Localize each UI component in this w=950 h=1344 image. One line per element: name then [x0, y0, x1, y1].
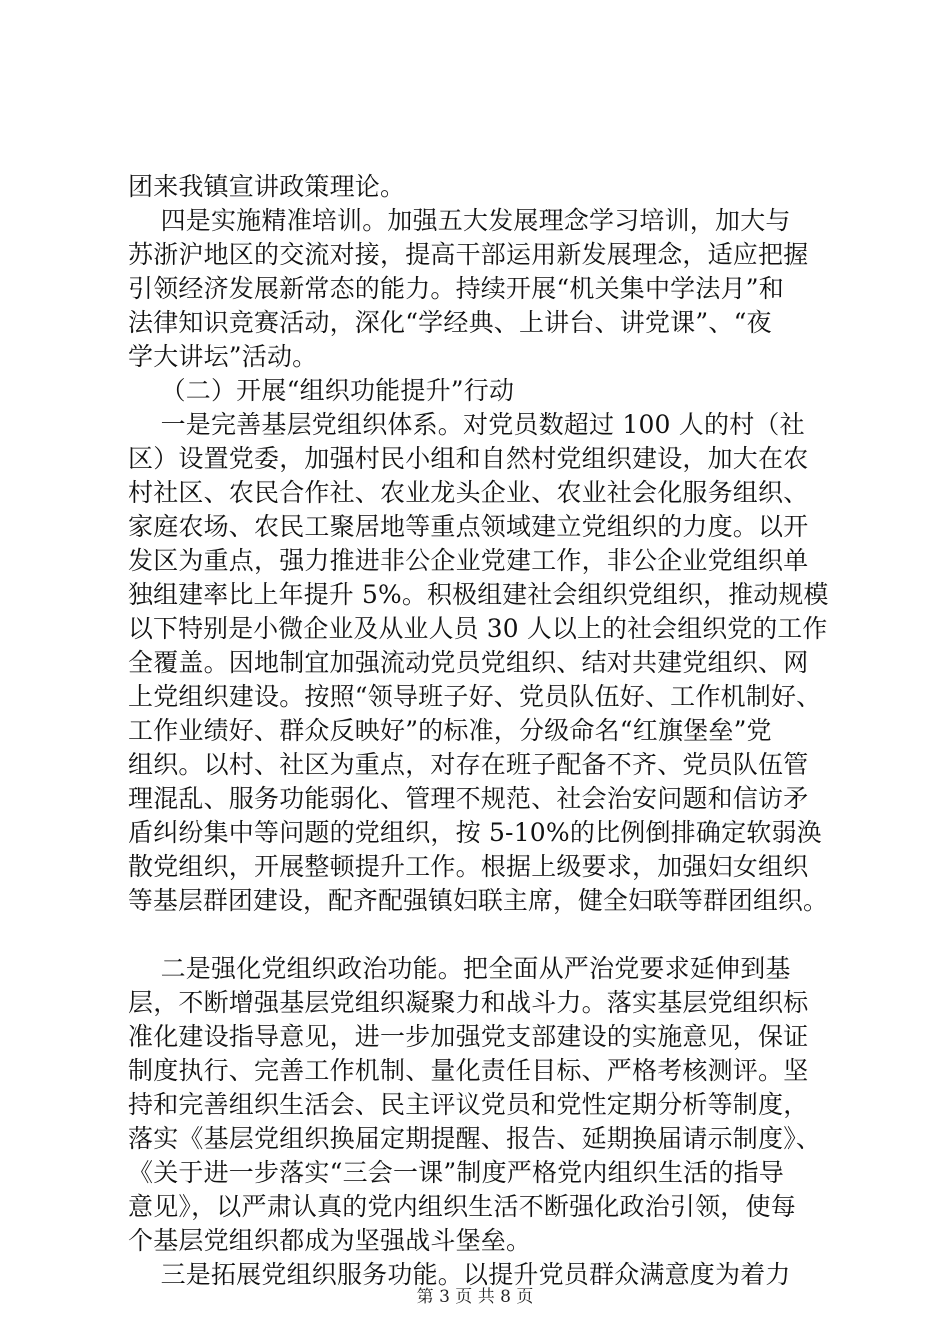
text-line: 组织。以村、社区为重点，对存在班子配备不齐、党员队伍管: [128, 750, 809, 779]
text-line: 盾纠纷集中等问题的党组织，按 5-10%的比例倒排确定软弱涣: [128, 818, 822, 847]
text-line: 引领经济发展新常态的能力。持续开展“机关集中学法月”和: [128, 274, 784, 303]
text-line: 法律知识竞赛活动，深化“学经典、上讲台、讲党课”、“夜: [128, 308, 772, 337]
text-line: 层，不断增强基层党组织凝聚力和战斗力。落实基层党组织标: [128, 988, 809, 1017]
text-line: 工作业绩好、群众反映好”的标准，分级命名“红旗堡垒”党: [128, 716, 772, 745]
text-line: 等基层群团建设，配齐配强镇妇联主席，健全妇联等群团组织。: [128, 886, 828, 915]
page-number-footer: 第 3 页 共 8 页: [416, 1287, 534, 1307]
text-line: 准化建设指导意见，进一步加强党支部建设的实施意见，保证: [128, 1022, 809, 1051]
text-line: 家庭农场、农民工聚居地等重点领域建立党组织的力度。以开: [128, 512, 809, 541]
text-line: 村社区、农民合作社、农业龙头企业、农业社会化服务组织、: [128, 478, 809, 507]
text-line: 苏浙沪地区的交流对接，提高干部运用新发展理念，适应把握: [128, 240, 809, 269]
text-line: 独组建率比上年提升 5%。积极组建社会组织党组织，推动规模: [128, 580, 829, 609]
text-line: 落实《基层党组织换届定期提醒、报告、延期换届请示制度》、: [128, 1124, 822, 1153]
text-line: 团来我镇宣讲政策理论。: [128, 172, 406, 201]
text-line: 意见》，以严肃认真的党内组织生活不断强化政治引领，使每: [128, 1192, 796, 1221]
text-line: 三是拓展党组织服务功能。以提升党员群众满意度为着力: [128, 1260, 791, 1289]
text-line: 《关于进一步落实“三会一课”制度严格党内组织生活的指导: [128, 1158, 784, 1187]
text-line: 发区为重点，强力推进非公企业党建工作，非公企业党组织单: [128, 546, 809, 575]
text-line: 上党组织建设。按照“领导班子好、党员队伍好、工作机制好、: [128, 682, 822, 711]
text-line: 以下特别是小微企业及从业人员 30 人以上的社会组织党的工作: [128, 614, 828, 643]
text-line: 一是完善基层党组织体系。对党员数超过 100 人的村（社: [128, 410, 805, 439]
text-line: 散党组织，开展整顿提升工作。根据上级要求，加强妇女组织: [128, 852, 809, 881]
text-line: （二）开展“组织功能提升”行动: [128, 376, 515, 405]
text-line: 理混乱、服务功能弱化、管理不规范、社会治安问题和信访矛: [128, 784, 809, 813]
text-line: 制度执行、完善工作机制、量化责任目标、严格考核测评。坚: [128, 1056, 809, 1085]
text-line: 全覆盖。因地制宜加强流动党员党组织、结对共建党组织、网: [128, 648, 809, 677]
text-line: 持和完善组织生活会、民主评议党员和党性定期分析等制度，: [128, 1090, 809, 1119]
text-line: 二是强化党组织政治功能。把全面从严治党要求延伸到基: [128, 954, 791, 983]
text-line: 个基层党组织都成为坚强战斗堡垒。: [128, 1226, 532, 1255]
text-line: 四是实施精准培训。加强五大发展理念学习培训，加大与: [128, 206, 791, 235]
text-line: [128, 920, 828, 952]
text-line: 区）设置党委，加强村民小组和自然村党组织建设，加大在农: [128, 444, 809, 473]
text-line: 学大讲坛”活动。: [128, 342, 318, 371]
